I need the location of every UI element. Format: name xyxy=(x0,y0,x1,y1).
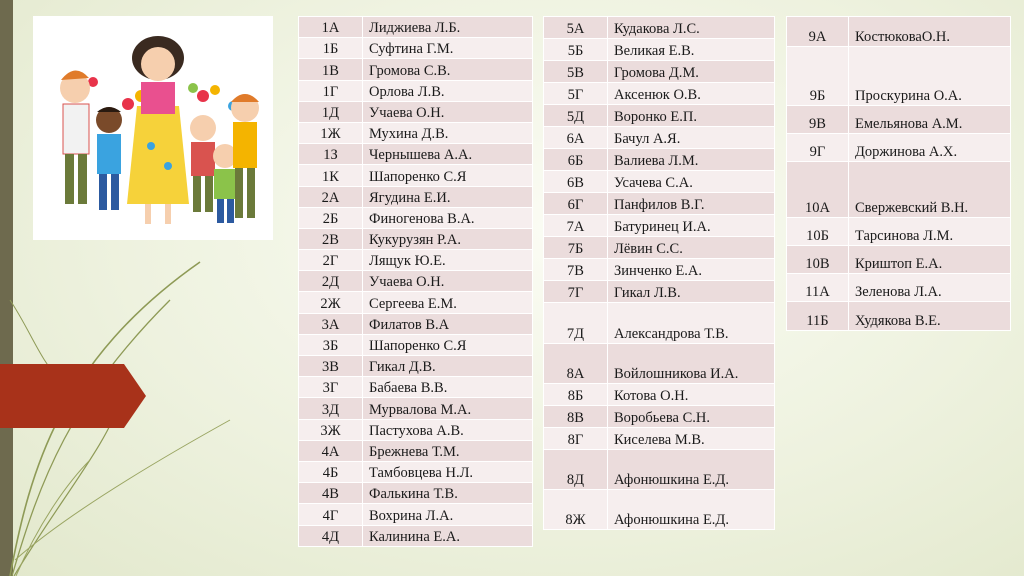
teacher-name-cell: Калинина Е.А. xyxy=(363,525,533,546)
table-row xyxy=(544,303,775,344)
teacher-figure xyxy=(127,36,189,224)
teacher-name-cell: Криштоп Е.А. xyxy=(849,246,1011,274)
teacher-name-cell: Гикал Д.В. xyxy=(363,356,533,377)
table-row xyxy=(544,149,775,171)
table-row xyxy=(299,419,533,440)
teacher-name-cell: Кукурузян Р.А. xyxy=(363,228,533,249)
teacher-name-cell: Орлова Л.В. xyxy=(363,80,533,101)
class-name-cell: 8Ж xyxy=(544,490,608,530)
class-name-cell: 8Г xyxy=(544,428,608,450)
table-row xyxy=(544,281,775,303)
teacher-name-cell: Лящук Ю.Е. xyxy=(363,250,533,271)
teacher-name-cell: Зинченко Е.А. xyxy=(608,259,775,281)
teacher-name-cell: Громова С.В. xyxy=(363,59,533,80)
class-name-cell: 3А xyxy=(299,313,363,334)
table-row xyxy=(787,17,1011,47)
class-name-cell: 8Б xyxy=(544,384,608,406)
table-row xyxy=(299,271,533,292)
teacher-name-cell: Александрова Т.В. xyxy=(608,303,775,344)
table-row xyxy=(299,313,533,334)
teacher-name-cell: Шапоренко С.Я xyxy=(363,165,533,186)
class-name-cell: 1К xyxy=(299,165,363,186)
teacher-name-cell: Вохрина Л.А. xyxy=(363,504,533,525)
teacher-name-cell: Афонюшкина Е.Д. xyxy=(608,490,775,530)
table-row xyxy=(787,246,1011,274)
table-row xyxy=(299,250,533,271)
table-row xyxy=(299,80,533,101)
class-name-cell: 3Г xyxy=(299,377,363,398)
table-row xyxy=(544,428,775,450)
teacher-name-cell: Сергеева Е.М. xyxy=(363,292,533,313)
class-name-cell: 6А xyxy=(544,127,608,149)
class-name-cell: 1Ж xyxy=(299,122,363,143)
teacher-name-cell: Проскурина О.А. xyxy=(849,47,1011,106)
teacher-name-cell: Кудакова Л.С. xyxy=(608,17,775,39)
class-name-cell: 9А xyxy=(787,17,849,47)
teacher-name-cell: Лёвин С.С. xyxy=(608,237,775,259)
table-row xyxy=(787,218,1011,246)
teacher-name-cell: Суфтина Г.М. xyxy=(363,38,533,59)
teacher-name-cell: Воронко Е.П. xyxy=(608,105,775,127)
teacher-name-cell: Киселева М.В. xyxy=(608,428,775,450)
teacher-name-cell: Тарсинова Л.М. xyxy=(849,218,1011,246)
teacher-name-cell: Ягудина Е.И. xyxy=(363,186,533,207)
teacher-name-cell: Усачева С.А. xyxy=(608,171,775,193)
table-row xyxy=(787,106,1011,134)
teacher-name-cell: Войлошникова И.А. xyxy=(608,344,775,384)
classes-table-grades-5-8 xyxy=(543,16,775,530)
teacher-with-children-illustration xyxy=(33,16,273,240)
teacher-name-cell: Филатов В.А xyxy=(363,313,533,334)
table-row xyxy=(544,193,775,215)
teacher-name-cell: Мурвалова М.А. xyxy=(363,398,533,419)
class-name-cell: 1Д xyxy=(299,101,363,122)
class-name-cell: 3Б xyxy=(299,334,363,355)
table-row xyxy=(299,165,533,186)
class-name-cell: 1З xyxy=(299,144,363,165)
teacher-name-cell: Брежнева Т.М. xyxy=(363,440,533,461)
table-row xyxy=(544,83,775,105)
table-row xyxy=(544,171,775,193)
table-row xyxy=(299,17,533,38)
table-row xyxy=(299,101,533,122)
class-name-cell: 8А xyxy=(544,344,608,384)
table-row xyxy=(544,384,775,406)
table-row xyxy=(299,440,533,461)
class-name-cell: 8В xyxy=(544,406,608,428)
teacher-name-cell: Котова О.Н. xyxy=(608,384,775,406)
class-name-cell: 10В xyxy=(787,246,849,274)
table-row xyxy=(299,483,533,504)
teacher-name-cell: Бачул А.Я. xyxy=(608,127,775,149)
class-name-cell: 7В xyxy=(544,259,608,281)
class-name-cell: 2Д xyxy=(299,271,363,292)
teacher-name-cell: Зеленова Л.А. xyxy=(849,274,1011,302)
class-name-cell: 1В xyxy=(299,59,363,80)
class-name-cell: 9Г xyxy=(787,134,849,162)
table-row xyxy=(299,334,533,355)
class-name-cell: 4Г xyxy=(299,504,363,525)
teacher-name-cell: Чернышева А.А. xyxy=(363,144,533,165)
table-row xyxy=(544,17,775,39)
class-name-cell: 9В xyxy=(787,106,849,134)
class-name-cell: 5А xyxy=(544,17,608,39)
table-row xyxy=(299,398,533,419)
table-row xyxy=(299,186,533,207)
class-name-cell: 11Б xyxy=(787,302,849,331)
teacher-name-cell: Шапоренко С.Я xyxy=(363,334,533,355)
class-name-cell: 11А xyxy=(787,274,849,302)
table-row xyxy=(544,490,775,530)
class-name-cell: 4Б xyxy=(299,461,363,482)
class-name-cell: 7А xyxy=(544,215,608,237)
table-row xyxy=(299,356,533,377)
teacher-name-cell: Емельянова А.М. xyxy=(849,106,1011,134)
class-name-cell: 2Ж xyxy=(299,292,363,313)
teacher-name-cell: Батуринец И.А. xyxy=(608,215,775,237)
table-row xyxy=(299,59,533,80)
class-name-cell: 2В xyxy=(299,228,363,249)
table-row xyxy=(787,134,1011,162)
class-name-cell: 9Б xyxy=(787,47,849,106)
table-row xyxy=(787,162,1011,218)
class-name-cell: 4Д xyxy=(299,525,363,546)
table-row xyxy=(299,38,533,59)
class-name-cell: 3Д xyxy=(299,398,363,419)
class-name-cell: 7Д xyxy=(544,303,608,344)
table-row xyxy=(299,207,533,228)
table-row xyxy=(299,377,533,398)
teacher-name-cell: Панфилов В.Г. xyxy=(608,193,775,215)
table-row xyxy=(544,344,775,384)
teacher-name-cell: Учаева О.Н. xyxy=(363,101,533,122)
class-name-cell: 5Г xyxy=(544,83,608,105)
teacher-name-cell: КостюковаО.Н. xyxy=(849,17,1011,47)
class-name-cell: 5В xyxy=(544,61,608,83)
teacher-name-cell: Великая Е.В. xyxy=(608,39,775,61)
teacher-name-cell: Свержевский В.Н. xyxy=(849,162,1011,218)
class-name-cell: 5Б xyxy=(544,39,608,61)
classes-table-grades-9-11 xyxy=(786,16,1011,331)
teacher-name-cell: Афонюшкина Е.Д. xyxy=(608,450,775,490)
class-name-cell: 7Б xyxy=(544,237,608,259)
table-row xyxy=(544,105,775,127)
teacher-name-cell: Громова Д.М. xyxy=(608,61,775,83)
class-name-cell: 1Б xyxy=(299,38,363,59)
class-name-cell: 10Б xyxy=(787,218,849,246)
table-row xyxy=(544,406,775,428)
teacher-name-cell: Воробьева С.Н. xyxy=(608,406,775,428)
table-row xyxy=(544,61,775,83)
class-name-cell: 2Г xyxy=(299,250,363,271)
table-row xyxy=(299,144,533,165)
table-row xyxy=(299,461,533,482)
table-row xyxy=(787,47,1011,106)
class-name-cell: 1А xyxy=(299,17,363,38)
class-name-cell: 6Г xyxy=(544,193,608,215)
table-row xyxy=(544,259,775,281)
classes-table-grades-1-4 xyxy=(298,16,533,547)
teacher-name-cell: Худякова В.Е. xyxy=(849,302,1011,331)
class-name-cell: 10А xyxy=(787,162,849,218)
table-row xyxy=(299,228,533,249)
table-row xyxy=(787,302,1011,331)
table-row xyxy=(787,274,1011,302)
class-name-cell: 3В xyxy=(299,356,363,377)
class-name-cell: 3Ж xyxy=(299,419,363,440)
teacher-name-cell: Учаева О.Н. xyxy=(363,271,533,292)
class-name-cell: 8Д xyxy=(544,450,608,490)
red-arrow-shape xyxy=(0,364,146,428)
class-name-cell: 6Б xyxy=(544,149,608,171)
teacher-name-cell: Лиджиева Л.Б. xyxy=(363,17,533,38)
table-row xyxy=(299,504,533,525)
teacher-name-cell: Доржинова А.Х. xyxy=(849,134,1011,162)
teacher-name-cell: Финогенова В.А. xyxy=(363,207,533,228)
table-row xyxy=(544,127,775,149)
table-row xyxy=(544,39,775,61)
table-row xyxy=(299,292,533,313)
teacher-name-cell: Аксенюк О.В. xyxy=(608,83,775,105)
class-name-cell: 4В xyxy=(299,483,363,504)
teacher-name-cell: Пастухова А.В. xyxy=(363,419,533,440)
teacher-name-cell: Валиева Л.М. xyxy=(608,149,775,171)
teacher-name-cell: Бабаева В.В. xyxy=(363,377,533,398)
table-row xyxy=(544,450,775,490)
teacher-name-cell: Гикал Л.В. xyxy=(608,281,775,303)
class-name-cell: 1Г xyxy=(299,80,363,101)
teacher-name-cell: Тамбовцева Н.Л. xyxy=(363,461,533,482)
table-row xyxy=(544,237,775,259)
teacher-name-cell: Мухина Д.В. xyxy=(363,122,533,143)
table-row xyxy=(544,215,775,237)
class-name-cell: 4А xyxy=(299,440,363,461)
class-name-cell: 7Г xyxy=(544,281,608,303)
class-name-cell: 2Б xyxy=(299,207,363,228)
class-name-cell: 5Д xyxy=(544,105,608,127)
class-name-cell: 2А xyxy=(299,186,363,207)
teacher-name-cell: Фалькина Т.В. xyxy=(363,483,533,504)
table-row xyxy=(299,525,533,546)
table-row xyxy=(299,122,533,143)
class-name-cell: 6В xyxy=(544,171,608,193)
